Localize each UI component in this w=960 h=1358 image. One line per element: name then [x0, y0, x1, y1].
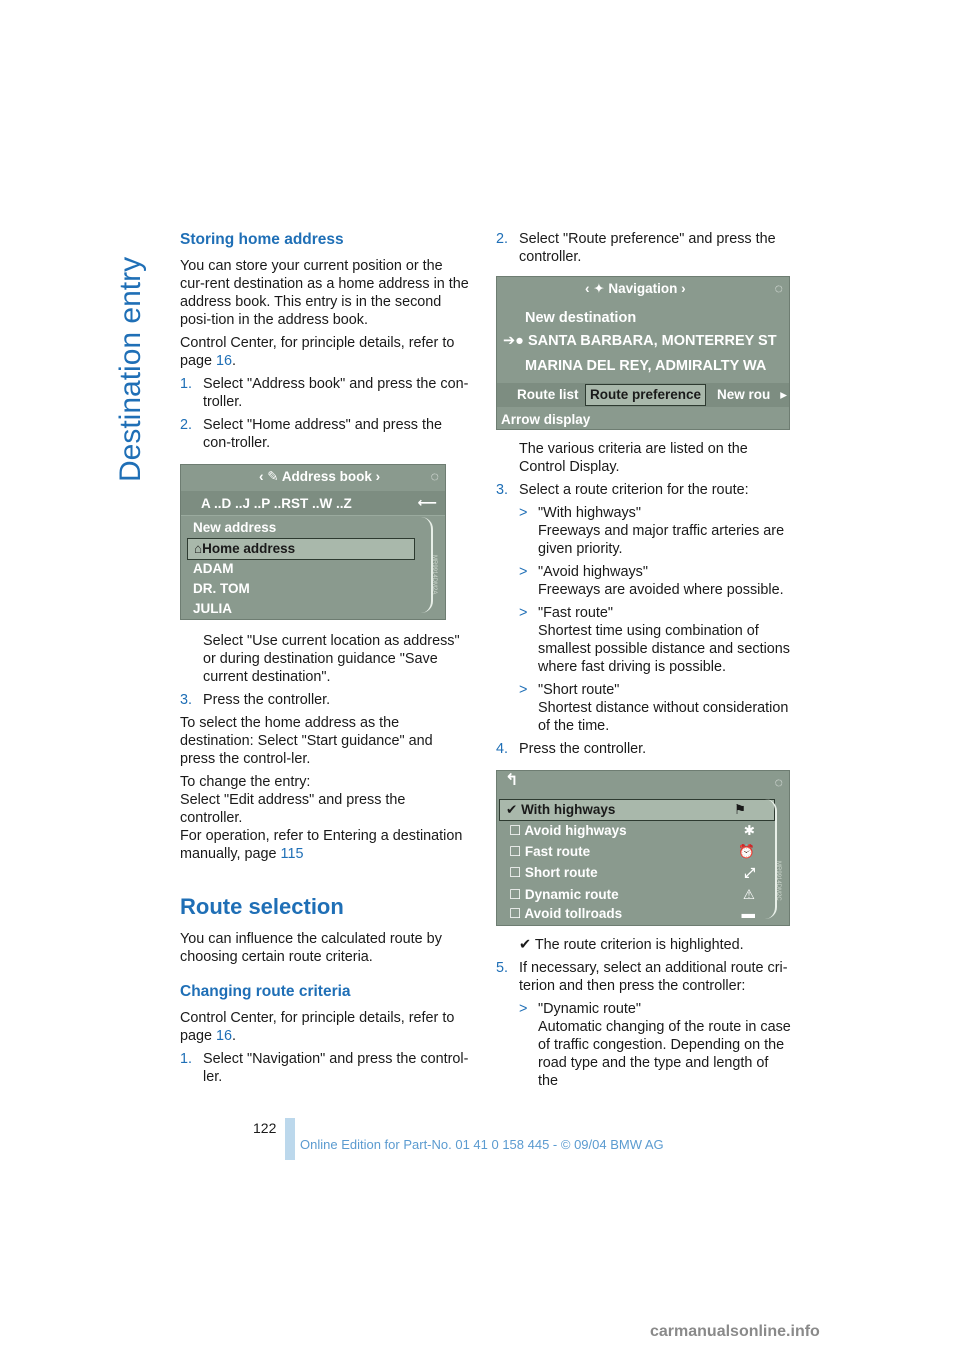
image-code: MR9914DM2C: [775, 861, 781, 901]
checkbox-icon: ☐: [509, 887, 525, 902]
criterion-avoid-highways: > "Avoid highways" Freeways are avoided where possible.: [519, 564, 784, 598]
scrollbar[interactable]: [765, 799, 777, 919]
list-item[interactable]: ✔ With highways ⚑: [499, 799, 775, 821]
list-item[interactable]: ☐ Dynamic route ⚠: [503, 885, 759, 905]
list-item[interactable]: ☐ Avoid tollroads ▬: [503, 904, 759, 924]
various-text: The various criteria are listed on the Control Display.: [519, 441, 748, 475]
step-3: 3. Press the controller.: [180, 692, 331, 708]
navigation-icon: ✦: [593, 281, 605, 296]
list-item[interactable]: ☐ Avoid highways ✱: [503, 821, 759, 841]
no-highway-icon: ✱: [743, 823, 755, 838]
route-selection-heading: Route selection: [180, 894, 344, 919]
route-arrow-icon: ➔●: [503, 333, 528, 349]
screen-title: Address book: [281, 469, 372, 484]
highlight-note: ✔ The route criterion is highlighted.: [519, 937, 744, 953]
edit-address-text: Select "Edit address" and press the controller.: [180, 792, 406, 826]
left-column: [180, 230, 470, 1091]
dynamic-route-icon: ⚠: [742, 887, 755, 902]
destination-item[interactable]: ➔● SANTA BARBARA, MONTERREY ST: [503, 333, 777, 349]
step-2: 2. Select "Home address" and press the con-troller.: [180, 417, 442, 451]
tab-new-route[interactable]: New rou: [717, 387, 771, 402]
checkmark-icon: ✔: [506, 802, 522, 817]
toll-icon: ▬: [741, 906, 755, 921]
changing-criteria-heading: Changing route criteria: [180, 983, 351, 1000]
criterion-with-highways: > "With highways" Freeways and major traffic arteries are given priority.: [519, 505, 785, 557]
step-5-route: 5. If necessary, select an additional route cri-terion and then press the controller:: [496, 960, 788, 994]
list-item[interactable]: New address: [193, 520, 277, 535]
intro-text: You can store your current position or the cur-rent destination as a home address in the address book. This entry is in the second posi-tion in the address book.: [180, 258, 469, 328]
step-4-route: 4. Press the controller.: [496, 741, 647, 757]
page-link[interactable]: 16: [216, 353, 233, 369]
screen-title: Navigation: [608, 281, 678, 296]
list-item[interactable]: ☐ Short route ⤢: [503, 863, 759, 883]
criterion-short-route: > "Short route" Shortest distance without consideration of the time.: [519, 682, 789, 734]
side-title-text: Destination entry: [114, 256, 147, 482]
footer-edition-text: Online Edition for Part-No. 01 41 0 158 445 - © 09/04 BMW AG: [300, 1137, 664, 1152]
criterion-fast-route: > "Fast route" Shortest time using combination of smallest possible distance and sections where fast driving is possible.: [519, 605, 790, 675]
short-route-icon: ⤢: [744, 865, 755, 880]
list-item[interactable]: JULIA: [193, 601, 233, 616]
step-1: 1. Select "Address book" and press the con-troller.: [180, 376, 469, 410]
route-criteria-screen: [496, 770, 790, 926]
change-entry-text: To change the entry:: [180, 774, 311, 790]
back-icon[interactable]: ⟵: [417, 495, 437, 510]
route-intro-text: You can influence the calculated route by choosing certain route criteria.: [180, 931, 442, 965]
storing-heading: Storing home address: [180, 231, 344, 248]
right-column: [496, 230, 792, 1095]
alphabet-selector[interactable]: A ..D ..J ..P ..RST ..W ..Z: [201, 496, 352, 511]
destination-item[interactable]: MARINA DEL REY, ADMIRALTY WA: [525, 358, 767, 374]
list-item[interactable]: ADAM: [193, 561, 234, 576]
step-3-route: 3. Select a route criterion for the route:: [496, 482, 749, 498]
home-icon: ⌂: [194, 541, 203, 556]
highway-icon: ⚑: [733, 802, 746, 817]
criterion-dynamic-route: > "Dynamic route" Automatic changing of the route in case of traffic congestion. Depending on the road type and the type and length of the: [519, 1001, 791, 1089]
checkbox-icon: ☐: [509, 865, 525, 880]
scroll-right-icon[interactable]: ▸: [780, 387, 787, 402]
settings-icon: ◌: [774, 774, 783, 790]
watermark: carmanualsonline.info: [650, 1323, 820, 1340]
checkbox-icon: ☐: [509, 823, 525, 838]
checkbox-icon: ☐: [509, 906, 525, 921]
settings-icon: ◌: [774, 280, 783, 296]
select-home-text: To select the home address as the destination: Select "Start guidance" and press the control-ler.: [180, 715, 433, 767]
checkbox-icon: ☐: [509, 844, 525, 859]
side-section-title: [100, 232, 152, 482]
step-2-route: 2. Select "Route preference" and press the controller.: [496, 231, 776, 265]
page-link[interactable]: 115: [280, 846, 304, 862]
clock-icon: ⏰: [738, 844, 755, 859]
cc2-text: Control Center, for principle details, refer to page 16.: [180, 1010, 455, 1044]
checkmark-icon: ✔: [519, 937, 532, 953]
address-book-screen: ‹ ✎ Address book › ◌ A ..D ..J ..P ..RST ..W ..Z ⟵ New address ⌂Home address ADAM DR. TOM JULIA MR9914DM2A: [180, 464, 446, 620]
operation-text: For operation, refer to Entering a destination manually, page 115: [180, 828, 463, 862]
navigation-screen: ‹ ✦ Navigation › ◌ New destination ➔● SANTA BARBARA, MONTERREY ST MARINA DEL REY, ADMIRALTY WA Route list Route preference New rou ▸ Arrow display: [496, 276, 790, 430]
settings-icon: ◌: [430, 468, 439, 484]
address-book-icon: ✎: [267, 469, 279, 484]
cc-text: Control Center, for principle details, refer to page 16.: [180, 335, 455, 369]
image-code: MR9914DM2A: [431, 555, 437, 595]
arrow-display-item[interactable]: Arrow display: [501, 412, 591, 427]
list-item[interactable]: ⌂Home address: [187, 538, 415, 560]
back-icon[interactable]: ↰: [505, 772, 519, 789]
nav-step-1: 1. Select "Navigation" and press the control-ler.: [180, 1051, 469, 1085]
list-item[interactable]: ☐ Fast route ⏰: [503, 842, 759, 862]
footer-bar: [285, 1118, 295, 1160]
tab-route-list[interactable]: Route list: [517, 387, 579, 402]
page-number: 122: [253, 1120, 277, 1136]
new-destination-item[interactable]: New destination: [525, 310, 637, 326]
after-screen-text: Select "Use current location as address" or during destination guidance "Save current destination".: [203, 633, 460, 685]
list-item[interactable]: DR. TOM: [193, 581, 250, 596]
tab-route-preference[interactable]: Route preference: [585, 384, 706, 406]
page-link[interactable]: 16: [216, 1028, 233, 1044]
